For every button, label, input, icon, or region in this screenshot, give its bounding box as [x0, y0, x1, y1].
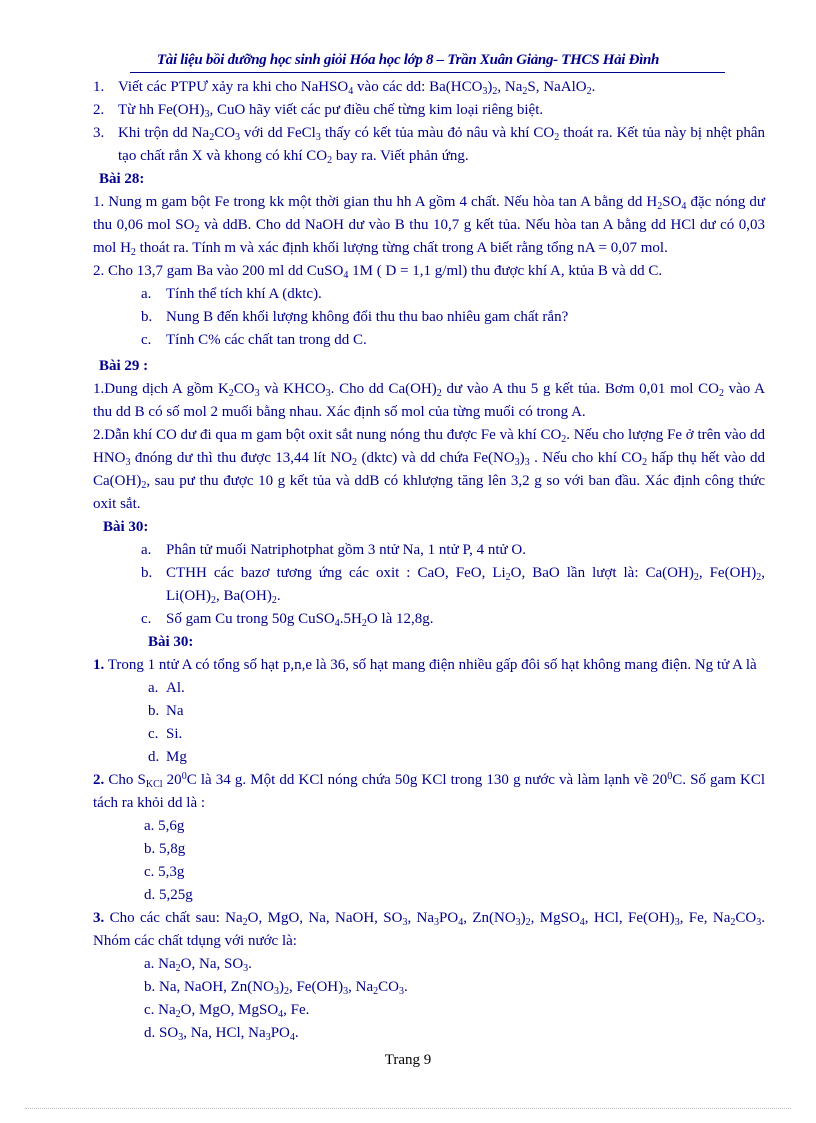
sub-text: Số gam Cu trong 50g $CuSO_4.5H_2O$ là 12,8g. — [166, 611, 434, 629]
quiz-question-1 — [93, 654, 765, 677]
item-text: Khi trộn dd $Na_2CO_3$ với dd FeCl$_3$ thấy có kết tủa màu đỏ nâu và khí $CO_2$ thoát ra. Kết tủa này bị nhệt phân tạo chất rắn X và khong có khí $CO_2$ bay ra. Viết phản ứng. — [118, 125, 766, 166]
sub-text: Tính thể tích khí A (dktc). — [166, 286, 322, 302]
option-letter: b. — [148, 703, 160, 719]
question-number: 3. — [93, 910, 105, 926]
quiz-2-option: a. 5,6g — [144, 818, 185, 834]
bai28-problem-1: 1. Nung m gam bột Fe trong kk một thời gian thu hh A gồm 4 chất. Nếu hòa tan A bằng dd $H_2SO_4$ đặc nóng dư thu 0,06 mol $SO_2$ và ddB. Cho dd NaOH dư vào B thu 10,7 g kết tủa. Nếu hòa tan A bằng dd HCl dư có 0,03 mol $H_2$ thoát ra. Tính m và xác định khối lượng từng chất trong A biết rằng tổng nA = 0,07 mol. — [93, 194, 765, 258]
item-number: 3. — [93, 125, 105, 141]
sub-letter: b. — [141, 565, 153, 581]
quiz-3-option: c. $Na_2O$, MgO, MgSO$_4$, Fe. — [144, 1002, 310, 1020]
option-letter: c. — [148, 726, 159, 742]
option-text: Mg — [166, 749, 187, 765]
bai28-sub-b — [93, 306, 765, 329]
quiz-1-option-b — [93, 700, 765, 723]
sub-text: CTHH các bazơ tương ứng các oxit : CaO, FeO, $Li_2O$, BaO lần lượt là: $Ca(OH)_2$, $Fe(OH)_2$, $Li(OH)_2$, $Ba(OH)_2$. — [166, 565, 765, 606]
item-number: 2. — [93, 102, 105, 118]
section-heading-bai-28: Bài 28: — [99, 171, 145, 187]
sub-letter: c. — [141, 332, 152, 348]
sub-text: Tính C% các chất tan trong dd C. — [166, 332, 367, 348]
bai29-problem-2: 2.Dẫn khí CO dư đi qua m gam bột oxit sắt nung nóng thu được Fe và khí $CO_2$. Nếu cho lượng Fe ở trên vào dd $HNO_3$ đnóng dư thì thu được 13,44 lít $NO_2$ (dktc) và dd chứa $Fe(NO_3)_3$ . Nếu cho khí $CO_2$ hấp thụ hết vào dd $Ca(OH)_2$, sau pư thu được 10 g kết tủa và ddB có khlượng tăng lên 3,2 g so với ban đầu. Xác định công thức oxit sắt. — [93, 427, 765, 512]
sub-letter: a. — [141, 286, 152, 302]
quiz-3-option: b. Na, NaOH, $Zn(NO_3)_2$, $Fe(OH)_3$, $Na_2CO_3$. — [144, 979, 408, 997]
question-number: 1. — [93, 657, 105, 673]
sub-letter: c. — [141, 611, 152, 627]
quiz-1-option-a — [93, 677, 765, 700]
bai28-sub-c — [93, 329, 765, 352]
quiz-1-option-c — [93, 723, 765, 746]
bai29-problem-1: 1.Dung dịch A gồm $K_2CO_3$ và $KHCO_3$. Cho dd $Ca(OH)_2$ dư vào A thu 5 g kết tủa. Bơm 0,01 mol $CO_2$ vào A thu dd B có số mol 2 muối bằng nhau. Xác định số mol của từng muối có trong A. — [93, 381, 765, 420]
option-text: Si. — [166, 726, 183, 742]
page-content — [93, 76, 765, 1045]
intro-item — [93, 76, 765, 99]
option-letter: a. — [148, 680, 159, 696]
bai28-sub-a — [93, 283, 765, 306]
question-text: Cho các chất sau: $Na_2O$, MgO, Na, NaOH, $SO_3$, $Na_3PO_4$, $Zn(NO_3)_2$, MgSO$_4$, HCl, $Fe(OH)_3$, Fe, $Na_2CO_3$. Nhóm các chất tdụng với nước là: — [93, 910, 765, 949]
sub-text: Phân tử muối Natriphotphat gồm 3 ntử Na, 1 ntử P, 4 ntử O. — [166, 542, 527, 558]
quiz-question-2 — [93, 769, 765, 815]
quiz-3-option: d. $SO_3$, Na, HCl, $Na_3PO_4$. — [144, 1025, 299, 1043]
header-title: Tài liệu bồi dưỡng học sinh giỏi Hóa học lớp 8 – Trần Xuân Giảng- THCS Hải Đình — [156, 52, 660, 68]
section-heading-bai-30-quiz: Bài 30: — [148, 634, 194, 650]
question-text: Trong 1 ntử A có tổng số hạt p,n,e là 36, số hạt mang điện nhiều gấp đôi số hạt không mang điện. Ng tử A là — [107, 657, 757, 673]
quiz-3-option: a. $Na_2O$, Na, $SO_3$. — [144, 956, 252, 974]
bai30-sub-c — [93, 608, 765, 631]
sub-text: Nung B đến khối lượng không đổi thu thu bao nhiêu gam chất rắn? — [166, 309, 569, 325]
option-text: Na — [166, 703, 184, 719]
question-text: Cho $S_{KCl}$ $20^0C$ là 34 g. Một dd KCl nóng chứa 50g KCl trong 130 g nước và làm lạnh về $20^0C$. Số gam KCl tách ra khỏi dd là : — [93, 771, 766, 811]
item-text: Viết các PTPƯ xảy ra khi cho NaHSO$_4$ vào các dd: $Ba(HCO_3)_2$, $Na_2S$, NaAlO$_2$. — [118, 79, 596, 97]
item-text: Từ hh $Fe(OH)_3$, CuO hãy viết các pư điều chế từng kim loại riêng biệt. — [118, 102, 544, 120]
quiz-1-option-d — [93, 746, 765, 769]
quiz-question-3 — [93, 907, 765, 953]
header-underline — [130, 72, 725, 73]
question-number: 2. — [93, 772, 105, 788]
item-number: 1. — [93, 79, 105, 95]
page-header — [0, 52, 816, 69]
section-heading-bai-30: Bài 30: — [103, 519, 149, 535]
option-text: Al. — [166, 680, 185, 696]
page-number: Trang 9 — [384, 1052, 432, 1068]
bai30-sub-b — [93, 562, 765, 608]
intro-item — [93, 122, 765, 168]
sub-letter: b. — [141, 309, 153, 325]
section-heading-bai-29: Bài 29 : — [99, 358, 149, 374]
bai28-problem-2: 2. Cho 13,7 gam Ba vào 200 ml dd CuSO$_4$ 1M ( D = 1,1 g/ml) thu được khí A, ktủa B và dd C. — [93, 263, 663, 281]
quiz-2-option: c. 5,3g — [144, 864, 185, 880]
quiz-2-option: b. 5,8g — [144, 841, 186, 857]
quiz-2-option: d. 5,25g — [144, 887, 193, 903]
intro-item — [93, 99, 765, 122]
option-letter: d. — [148, 749, 160, 765]
bai30-sub-a — [93, 539, 765, 562]
sub-letter: a. — [141, 542, 152, 558]
page-bottom-divider — [25, 1108, 791, 1109]
